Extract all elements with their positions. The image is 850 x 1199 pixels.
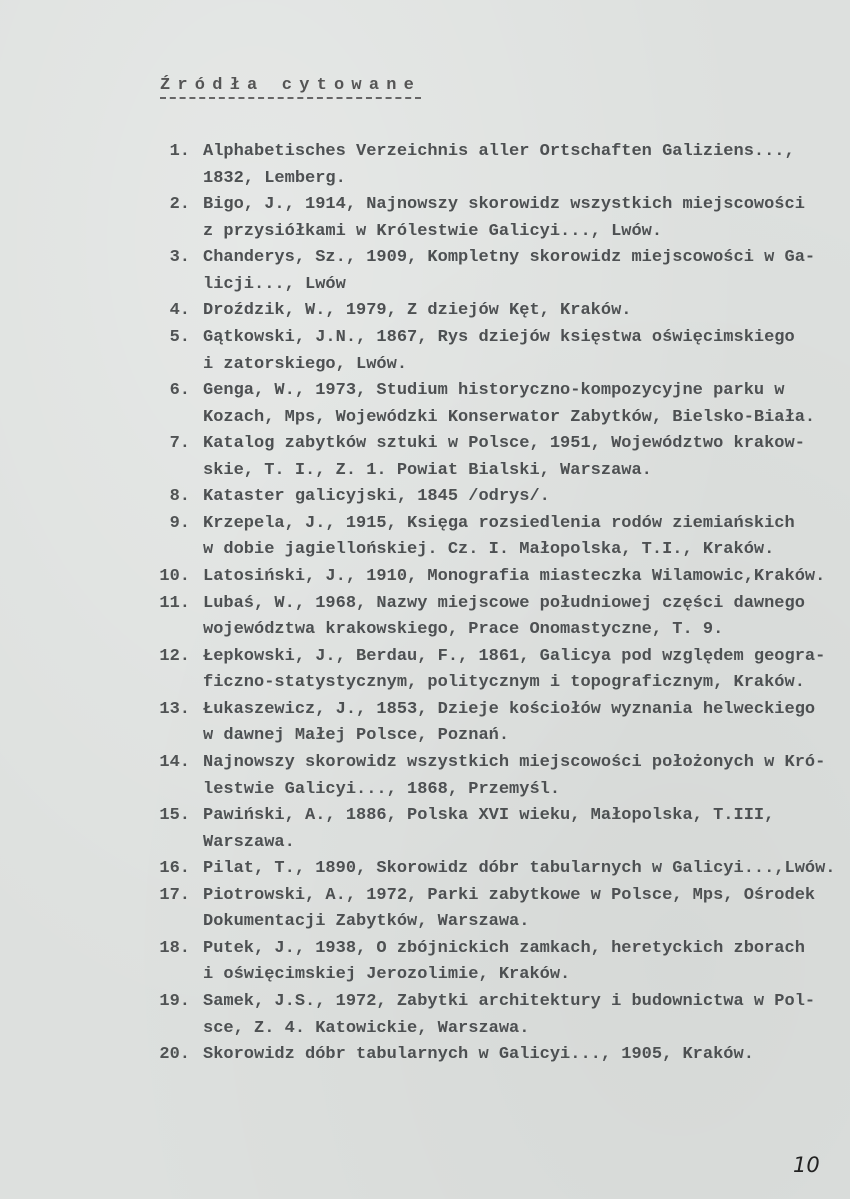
entry-text [203, 803, 774, 856]
entry-number: 8. [169, 487, 190, 507]
entry-line: Droździk, W., 1979, Z dziejów Kęt, Kraków. [203, 301, 632, 321]
entry-number: 9. [169, 513, 190, 533]
entry-text [203, 883, 815, 936]
entry-number: 3. [169, 248, 190, 268]
entry-text [203, 192, 805, 245]
entry-number: 19. [159, 992, 190, 1011]
entry-line: i oświęcimskiej Jerozolimie, Kraków. [203, 965, 571, 985]
entry-text [203, 484, 550, 511]
entry-line: Krzepela, J., 1915, Księga rozsiedlenia rodów ziemiańskich [203, 513, 795, 533]
entry-line: i zatorskiego, Lwów. [203, 354, 408, 374]
entry-text [203, 591, 805, 644]
entry-text [203, 325, 795, 378]
entry-line: Pilat, T., 1890, Skorowidz dóbr tabularnych w Galicyi...,Lwów. [203, 859, 836, 879]
entry-number: 15. [159, 806, 190, 826]
entry-number: 13. [159, 699, 190, 719]
entry-line: Putek, J., 1938, O zbójnickich zamkach, heretyckich zborach [203, 938, 805, 958]
bibliography-entry [150, 511, 850, 564]
entry-line: lestwie Galicyi..., 1868, Przemyśl. [203, 779, 561, 799]
entry-number: 10. [159, 567, 190, 586]
entry-number: 6. [169, 381, 190, 401]
bibliography-list [150, 139, 850, 1069]
entry-line: z przysiółkami w Królestwie Galicyi..., Lwów. [203, 221, 663, 241]
entry-number: 7. [169, 434, 190, 454]
entry-line: Piotrowski, A., 1972, Parki zabytkowe w Polsce, Mps, Ośrodek [203, 885, 816, 905]
entry-line: Dokumentacji Zabytków, Warszawa. [203, 912, 530, 932]
entry-line: Bigo, J., 1914, Najnowszy skorowidz wszystkich miejscowości [203, 195, 805, 215]
entry-text [203, 989, 815, 1042]
entry-number: 11. [159, 593, 190, 613]
bibliography-entry [150, 431, 850, 484]
entry-text [203, 1042, 754, 1069]
bibliography-entry [150, 325, 850, 378]
bibliography-entry [150, 644, 850, 697]
entry-number: 18. [159, 938, 190, 958]
bibliography-entry [150, 936, 850, 989]
entry-line: w dobie jagiellońskiej. Cz. I. Małopolska, T.I., Kraków. [203, 540, 775, 560]
entry-line: Kataster galicyjski, 1845 /odrys/. [203, 487, 550, 507]
entry-line: Chanderys, Sz., 1909, Kompletny skorowidz miejscowości w Ga- [203, 248, 816, 268]
bibliography-entry [150, 139, 850, 192]
entry-line: Warszawa. [203, 832, 295, 852]
bibliography-entry [150, 591, 850, 644]
entry-line: Kozach, Mps, Wojewódzki Konserwator Zabytków, Bielsko-Biała. [203, 407, 816, 427]
entry-text [203, 378, 815, 431]
entry-number: 5. [169, 327, 190, 347]
entry-text [203, 564, 825, 591]
bibliography-entry [150, 1042, 850, 1069]
bibliography-entry [150, 378, 850, 431]
bibliography-entry [150, 484, 850, 511]
entry-number: 20. [159, 1045, 190, 1065]
bibliography-entry [150, 192, 850, 245]
entry-line: Łukaszewicz, J., 1853, Dzieje kościołów wyznania helweckiego [203, 699, 816, 719]
bibliography-entry [150, 697, 850, 750]
entry-line: Alphabetisches Verzeichnis aller Ortschaften Galiziens..., [203, 142, 795, 161]
entry-text [203, 856, 836, 883]
entry-line: Katalog zabytków sztuki w Polsce, 1951, Województwo krakow- [203, 434, 805, 454]
entry-line: Skorowidz dóbr tabularnych w Galicyi..., 1905, Kraków. [203, 1045, 754, 1065]
entry-line: Gątkowski, J.N., 1867, Rys dziejów księstwa oświęcimskiego [203, 327, 795, 347]
entry-text [203, 644, 825, 697]
entry-text [203, 139, 795, 192]
entry-line: ficzno-statystycznym, politycznym i topograficznym, Kraków. [203, 673, 805, 693]
entry-number: 1. [169, 142, 190, 161]
entry-line: licji..., Lwów [203, 274, 346, 294]
bibliography-entry [150, 883, 850, 936]
entry-text [203, 697, 815, 750]
entry-number: 16. [159, 859, 190, 879]
bibliography-entry [150, 298, 850, 325]
entry-line: województwa krakowskiego, Prace Onomastyczne, T. 9. [203, 620, 724, 640]
bibliography-entry [150, 750, 850, 803]
entry-number: 12. [159, 646, 190, 666]
bibliography-entry [150, 803, 850, 856]
entry-number: 14. [159, 752, 190, 772]
entry-line: w dawnej Małej Polsce, Poznań. [203, 726, 510, 746]
entry-number: 4. [169, 301, 190, 321]
entry-line: Pawiński, A., 1886, Polska XVI wieku, Małopolska, T.III, [203, 806, 775, 826]
bibliography-entry [150, 245, 850, 298]
section-title: Źródła cytowane [160, 76, 421, 99]
entry-number: 17. [159, 885, 190, 905]
entry-line: Lubaś, W., 1968, Nazwy miejscowe południowej części dawnego [203, 593, 805, 613]
bibliography-entry [150, 989, 850, 1042]
entry-text [203, 511, 795, 564]
entry-line: Łepkowski, J., Berdau, F., 1861, Galicya pod względem geogra- [203, 646, 826, 666]
entry-line: 1832, Lemberg. [203, 168, 346, 188]
entry-text [203, 750, 825, 803]
page-number: 10 [793, 1153, 820, 1177]
entry-line: Genga, W., 1973, Studium historyczno-kompozycyjne parku w [203, 381, 785, 401]
entry-text [203, 431, 805, 484]
bibliography-entry [150, 564, 850, 591]
entry-line: sce, Z. 4. Katowickie, Warszawa. [203, 1018, 530, 1038]
bibliography-entry [150, 856, 850, 883]
entry-line: skie, T. I., Z. 1. Powiat Bialski, Warszawa. [203, 460, 652, 480]
entry-text [203, 936, 805, 989]
entry-text [203, 245, 815, 298]
entry-line: Najnowszy skorowidz wszystkich miejscowości położonych w Kró- [203, 752, 826, 772]
entry-number: 2. [169, 195, 190, 215]
entry-text [203, 298, 631, 325]
entry-line: Latosiński, J., 1910, Monografia miasteczka Wilamowic,Kraków. [203, 567, 826, 586]
entry-line: Samek, J.S., 1972, Zabytki architektury i budownictwa w Pol- [203, 992, 816, 1011]
